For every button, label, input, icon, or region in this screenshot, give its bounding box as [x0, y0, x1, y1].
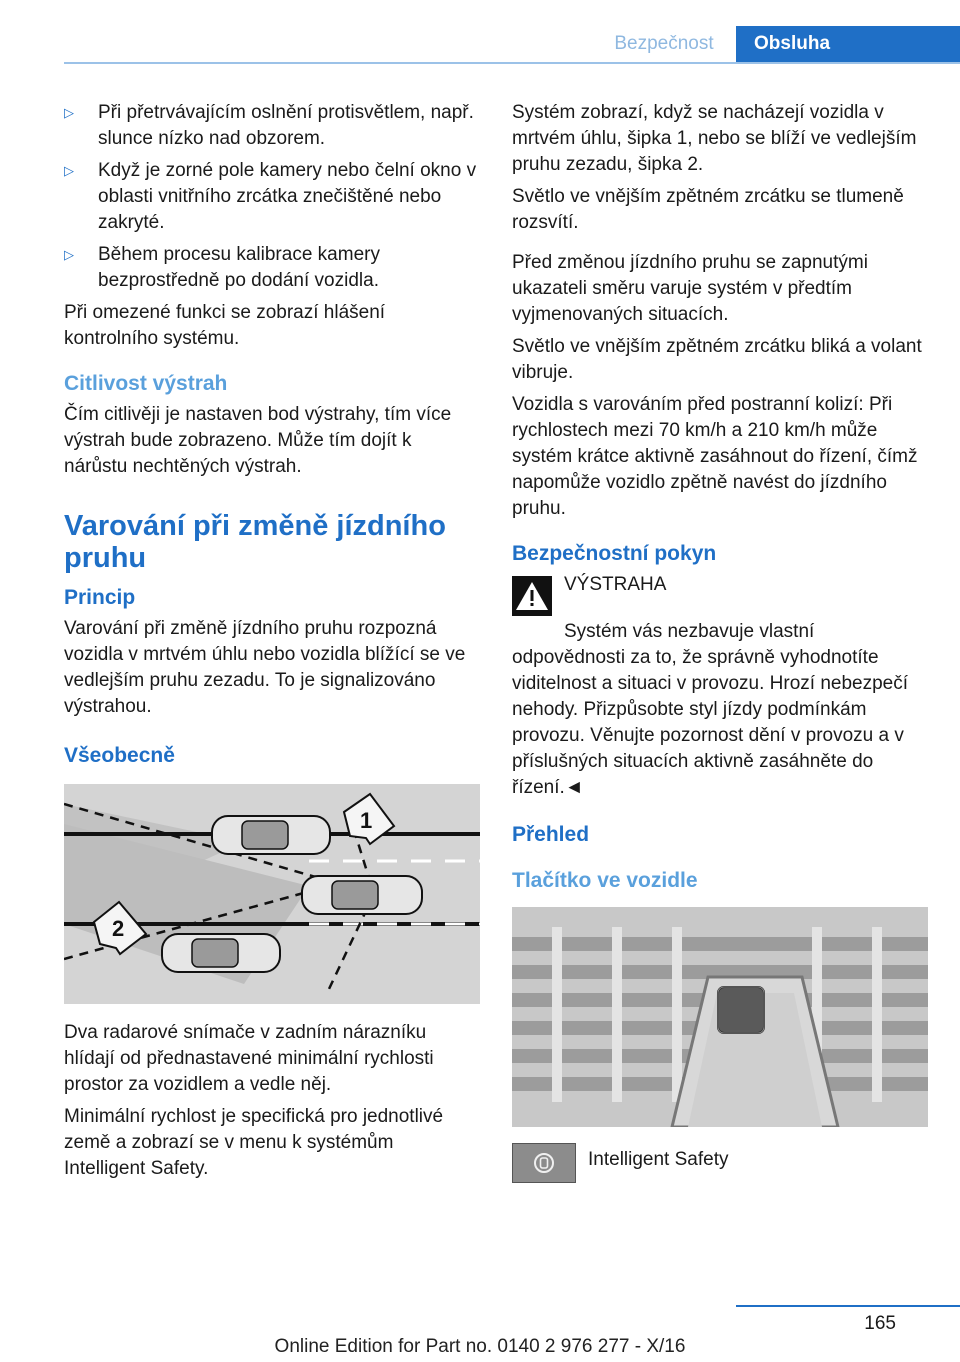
paragraph-light-blink: Světlo ve vnějším zpětném zrcátku bliká a volant vibruje.	[512, 336, 922, 383]
right-column	[512, 100, 928, 1183]
warning-title: VÝSTRAHA	[564, 574, 667, 595]
heading-principle: Princip	[64, 586, 136, 609]
paragraph-sensitivity: Čím citlivěji je nastaven bod výstrahy, tím více výstrah bude zobrazeno. Může tím dojít k nárůstu nechtěných výstrah.	[64, 404, 452, 477]
heading-button-in-vehicle: Tlačítko ve vozidle	[512, 869, 698, 892]
arrow-2-label: 2	[112, 916, 125, 941]
heading-lane-change-warning: Varování při změně jízdního pruhu	[64, 510, 446, 574]
page-number: 165	[864, 1313, 896, 1334]
car-blind-spot	[212, 816, 330, 854]
arrow-1-label: 1	[360, 808, 373, 833]
bullet-triangle-icon: ▷	[64, 163, 74, 178]
car-own	[302, 876, 422, 914]
button-legend	[512, 1143, 928, 1183]
paragraph-min-speed: Minimální rychlost je specifická pro jednotlivé země a zobrazí se v menu k systémům Intelligent Safety.	[64, 1106, 444, 1179]
grille-illustration	[512, 907, 928, 1127]
header-section: Bezpečnost	[614, 33, 714, 54]
header-divider	[64, 62, 960, 64]
bullet-text: Když je zorné pole kamery nebo čelní okno v oblasti vnitřního zrcátka znečištěné nebo zakryté.	[98, 160, 477, 233]
bullet-text: Při přetrvávajícím oslnění protisvětlem, např. slunce nízko nad obzorem.	[98, 102, 474, 149]
heading-sensitivity: Citlivost výstrah	[64, 372, 228, 395]
footer-edition: Online Edition for Part no. 0140 2 976 277 - X/16	[274, 1336, 686, 1357]
warning-block	[512, 572, 928, 621]
car-approaching	[162, 934, 280, 972]
warning-text: Systém vás nezbavuje vlastní odpovědnosti za to, že správně vyhodnotíte viditelnost a situaci v provozu. Hrozí nebezpečí nehody. Přizpůsobte styl jízdy podmínkám provozu. Věnujte pozornost dění v provozu a v příslušných situacích aktivně zasáhněte do řízení.◄	[512, 621, 909, 798]
intelligent-safety-label: Intelligent Safety	[588, 1149, 729, 1170]
paragraph-light-dim: Světlo ve vnějším zpětném zrcátku se tlumeně rozsvítí.	[512, 186, 904, 233]
heading-general: Všeobecně	[64, 744, 175, 767]
bullet-item	[64, 242, 480, 294]
lane-diagram-figure	[64, 784, 480, 1004]
paragraph-display: Systém zobrazí, když se nacházejí vozidla v mrtvém úhlu, šipka 1, nebo se blíží ve vedlejším pruhu zezadu, šipka 2.	[512, 102, 917, 175]
button-photo	[512, 907, 928, 1127]
lane-diagram	[64, 784, 480, 1004]
bullet-item	[64, 100, 480, 152]
intelligent-safety-button-icon	[512, 1143, 576, 1183]
bullet-item	[64, 158, 480, 236]
paragraph-collision: Vozidla s varováním před postranní kolizí: Při rychlostech mezi 70 km/h a 210 km/h může systém krátce aktivně zasáhnout do řízení, čímž napomůže vozidlo zpětně navést do jízdního pruhu.	[512, 394, 918, 519]
paragraph-principle: Varování při změně jízdního pruhu rozpozná vozidla v mrtvém úhlu nebo vozidla blížící se ve vedlejším pruhu zezadu. To je signalizováno výstrahou.	[64, 618, 466, 717]
bullet-triangle-icon: ▷	[64, 105, 74, 120]
paragraph-radar: Dva radarové snímače v zadním nárazníku hlídají od přednastavené minimální rychlosti prostor za vozidlem a vedle něj.	[64, 1022, 434, 1095]
left-column	[64, 100, 480, 1188]
heading-overview: Přehled	[512, 823, 590, 846]
page-number-divider	[736, 1305, 960, 1307]
paragraph-limited-function: Při omezené funkci se zobrazí hlášení kontrolního systému.	[64, 302, 386, 349]
header-chapter: Obsluha	[736, 26, 960, 62]
paragraph-before-change: Před změnou jízdního pruhu se zapnutými ukazateli směru varuje systém v předtím vyjmenovaných situacích.	[512, 252, 868, 325]
heading-safety-note: Bezpečnostní pokyn	[512, 542, 717, 565]
bullet-text: Během procesu kalibrace kamery bezprostředně po dodání vozidla.	[98, 244, 380, 291]
bullet-triangle-icon: ▷	[64, 247, 74, 262]
warning-triangle-icon	[512, 572, 562, 621]
